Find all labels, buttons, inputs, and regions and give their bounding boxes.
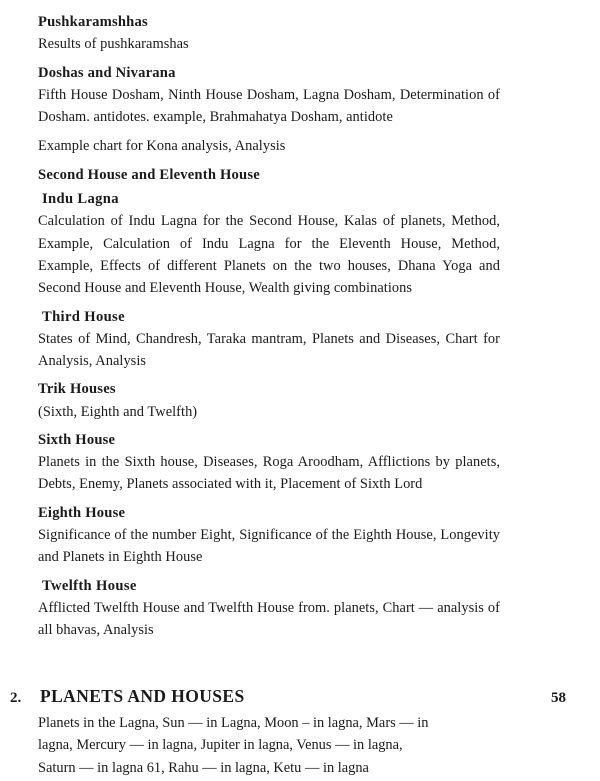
section-body-third-house: States of Mind, Chandresh, Taraka mantram, Planets and Diseases, Chart for Analysis, Analysis	[38, 330, 500, 370]
section-heading-sixth-house: Sixth House	[38, 431, 116, 448]
chapter-body-line-2: lagna, Mercury — in lagna, Jupiter in lagna, Venus — in lagna,	[38, 737, 403, 754]
chapter-entry-body	[38, 712, 500, 779]
chapter-body-line-1: Planets in the Lagna, Sun — in Lagna, Moon – in lagna, Mars — in	[38, 715, 429, 731]
toc-section-indu-lagna	[38, 191, 500, 300]
chapter-page-number: 58	[551, 690, 566, 706]
toc-section-third-house	[38, 309, 500, 373]
section-body-trik-houses: (Sixth, Eighth and Twelfth)	[38, 403, 198, 420]
toc-section-sixth-house	[38, 432, 500, 496]
section-body-indu-lagna: Calculation of Indu Lagna for the Second House, Kalas of planets, Method, Example, Calculation of Indu Lagna for the Eleventh House, Method, Example, Effects of different Planets on the two houses, Dhana Yoga and Second House and Eleventh House, Wealth giving combinations	[38, 213, 500, 297]
chapter-body-line-3: Saturn — in lagna 61, Rahu — in lagna, Ketu — in lagna	[38, 759, 369, 776]
toc-content	[38, 14, 500, 651]
toc-section-eighth-house	[38, 505, 500, 569]
toc-section-doshas-and-nivarana	[38, 65, 500, 129]
section-body-pushkaramshhas: Results of pushkaramshas	[38, 36, 189, 53]
section-body-twelfth-house: Afflicted Twelfth House and Twelfth House from. planets, Chart — analysis of all bhavas, Analysis	[38, 599, 500, 639]
toc-section-pushkaramshhas	[38, 14, 500, 56]
section-heading-twelfth-house: Twelfth House	[42, 577, 137, 594]
section-body-sixth-house: Planets in the Sixth house, Diseases, Roga Aroodham, Afflictions by planets, Debts, Enemy, Planets associated with it, Placement of Sixth Lord	[38, 454, 500, 493]
section-heading-eighth-house: Eighth House	[38, 504, 126, 521]
toc-subtext-kona-analysis	[38, 135, 500, 157]
section-heading-second-and-eleventh-house: Second House and Eleventh House	[38, 166, 260, 183]
section-body-doshas-and-nivarana: Fifth House Dosham, Ninth House Dosham, Lagna Dosham, Determination of Dosham. antidotes. example, Brahmahatya Dosham, antidote	[38, 86, 500, 126]
toc-section-twelfth-house	[38, 578, 500, 642]
section-heading-trik-houses: Trik Houses	[38, 381, 116, 398]
section-heading-indu-lagna: Indu Lagna	[42, 190, 119, 207]
chapter-number: 2.	[10, 690, 22, 706]
section-heading-doshas-and-nivarana: Doshas and Nivarana	[38, 64, 176, 81]
section-body-kona-analysis: Example chart for Kona analysis, Analysis	[38, 138, 286, 155]
chapter-title: PLANETS AND HOUSES	[40, 686, 245, 706]
section-body-eighth-house: Significance of the number Eight, Significance of the Eighth House, Longevity and Planets in Eighth House	[38, 527, 500, 566]
toc-section-trik-houses	[38, 381, 500, 423]
section-heading-third-house: Third House	[42, 308, 125, 325]
chapter-entry-row[interactable]	[10, 686, 566, 707]
toc-section-second-and-eleventh-house	[38, 167, 500, 184]
section-heading-pushkaramshhas: Pushkaramshhas	[38, 14, 148, 30]
